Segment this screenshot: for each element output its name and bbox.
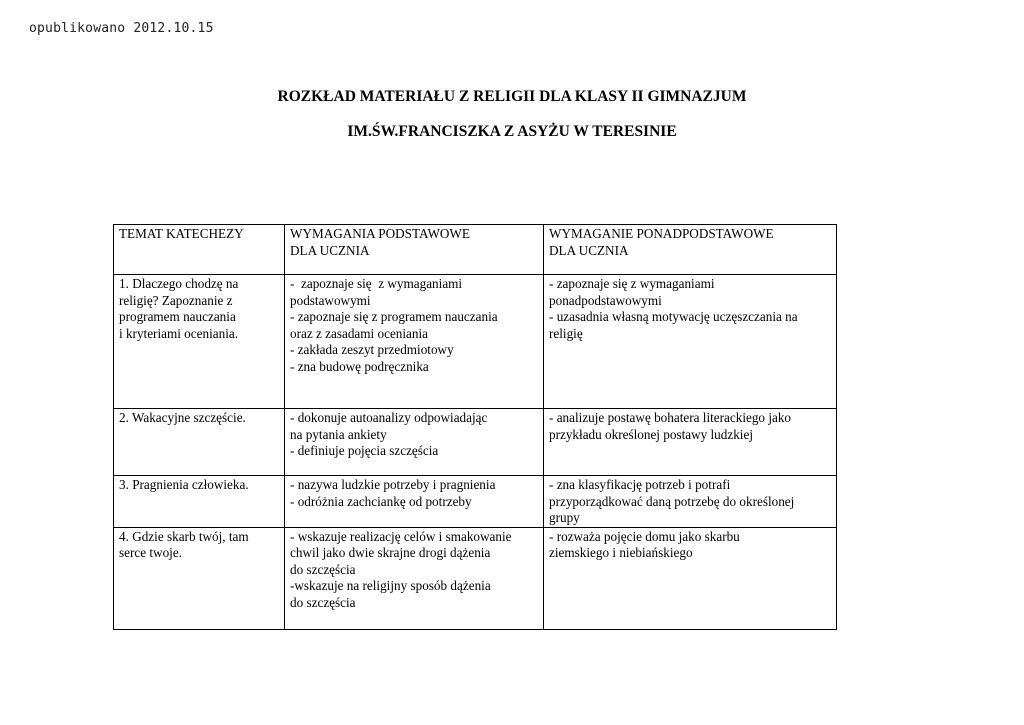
cell-text-line: do szczęścia <box>290 594 356 610</box>
cell-text-line: chwil jako dwie skrajne drogi dążenia <box>290 545 491 560</box>
table-row <box>114 476 837 528</box>
cell-text-line: WYMAGANIE PONADPODSTAWOWE <box>549 226 774 241</box>
cell-text-line: religię? Zapoznanie z <box>119 292 233 308</box>
table-header-row <box>114 225 837 275</box>
cell-basic-requirements <box>285 476 544 528</box>
cell-topic <box>114 527 285 629</box>
cell-text-line: - definiuje pojęcia szczęścia <box>290 443 439 458</box>
cell-text-line: TEMAT KATECHEZY <box>119 226 244 241</box>
cell-topic <box>114 409 285 476</box>
cell-text-line: podstawowymi <box>290 292 371 308</box>
cell-advanced-requirements <box>544 275 837 409</box>
cell-text-line: religię <box>549 325 583 341</box>
cell-text-line: - zapoznaje się z wymaganiami <box>290 276 463 291</box>
cell-text-line: 2. Wakacyjne szczęście. <box>119 410 246 425</box>
cell-text-line: - zna budowę podręcznika <box>290 358 429 374</box>
cell-topic <box>114 476 285 528</box>
cell-text-line: przykładu określonej postawy ludzkiej <box>549 426 753 442</box>
published-date: opublikowano 2012.10.15 <box>29 21 214 36</box>
cell-text-line: - dokonuje autoanalizy odpowiadając <box>290 410 488 425</box>
cell-text-line: - odróżnia zachciankę od potrzeby <box>290 493 472 509</box>
table-row <box>114 275 837 409</box>
header-cell-basic-requirements <box>285 225 544 275</box>
table-row <box>114 527 837 629</box>
cell-text-line: -wskazuje na religijny sposób dążenia <box>290 578 491 593</box>
cell-text-line: oraz z zasadami oceniania <box>290 325 429 341</box>
cell-text-line: ponadpodstawowymi <box>549 292 662 308</box>
cell-advanced-requirements <box>544 409 837 476</box>
cell-text-line: 1. Dlaczego chodzę na <box>119 276 239 291</box>
cell-text-line: DLA UCZNIA <box>549 242 629 258</box>
cell-text-line: WYMAGANIA PODSTAWOWE <box>290 226 470 241</box>
cell-text-line: DLA UCZNIA <box>290 242 370 258</box>
cell-text-line: - zapoznaje się z wymaganiami <box>549 276 715 291</box>
cell-text-line: - analizuje postawę bohatera literackiego jako <box>549 410 792 425</box>
cell-topic <box>114 275 285 409</box>
cell-advanced-requirements <box>544 527 837 629</box>
cell-text-line: serce twoje. <box>119 545 182 560</box>
cell-text-line: - zna klasyfikację potrzeb i potrafi <box>549 477 731 492</box>
cell-basic-requirements <box>285 275 544 409</box>
cell-advanced-requirements <box>544 476 837 528</box>
cell-text-line: - zakłada zeszyt przedmiotowy <box>290 342 454 357</box>
lesson-plan-table <box>113 224 837 630</box>
cell-text-line: na pytania ankiety <box>290 426 387 442</box>
table-row <box>114 409 837 476</box>
cell-text-line: i kryteriami oceniania. <box>119 325 239 341</box>
header-cell-advanced-requirements <box>544 225 837 275</box>
document-title-line-1: ROZKŁAD MATERIAŁU Z RELIGII DLA KLASY II GIMNAZJUM <box>277 88 747 105</box>
cell-text-line: 4. Gdzie skarb twój, tam <box>119 528 249 544</box>
cell-text-line: - uzasadnia własną motywację uczęszczania na <box>549 309 798 324</box>
cell-text-line: ziemskiego i niebiańskiego <box>549 545 693 560</box>
cell-text-line: - nazywa ludzkie potrzeby i pragnienia <box>290 477 496 492</box>
cell-text-line: - zapoznaje się z programem nauczania <box>290 309 498 324</box>
cell-text-line: - wskazuje realizację celów i smakowanie <box>290 528 512 544</box>
cell-text-line: grupy <box>549 510 580 525</box>
cell-text-line: do szczęścia <box>290 561 356 577</box>
document-title-line-2: IM.ŚW.FRANCISZKA Z ASYŻU W TERESINIE <box>347 123 677 140</box>
cell-text-line: przyporządkować daną potrzebę do określonej <box>549 493 795 509</box>
cell-basic-requirements <box>285 527 544 629</box>
header-cell-topic <box>114 225 285 275</box>
cell-text-line: - rozważa pojęcie domu jako skarbu <box>549 528 740 544</box>
cell-text-line: programem nauczania <box>119 309 236 324</box>
cell-basic-requirements <box>285 409 544 476</box>
cell-text-line: 3. Pragnienia człowieka. <box>119 477 249 492</box>
